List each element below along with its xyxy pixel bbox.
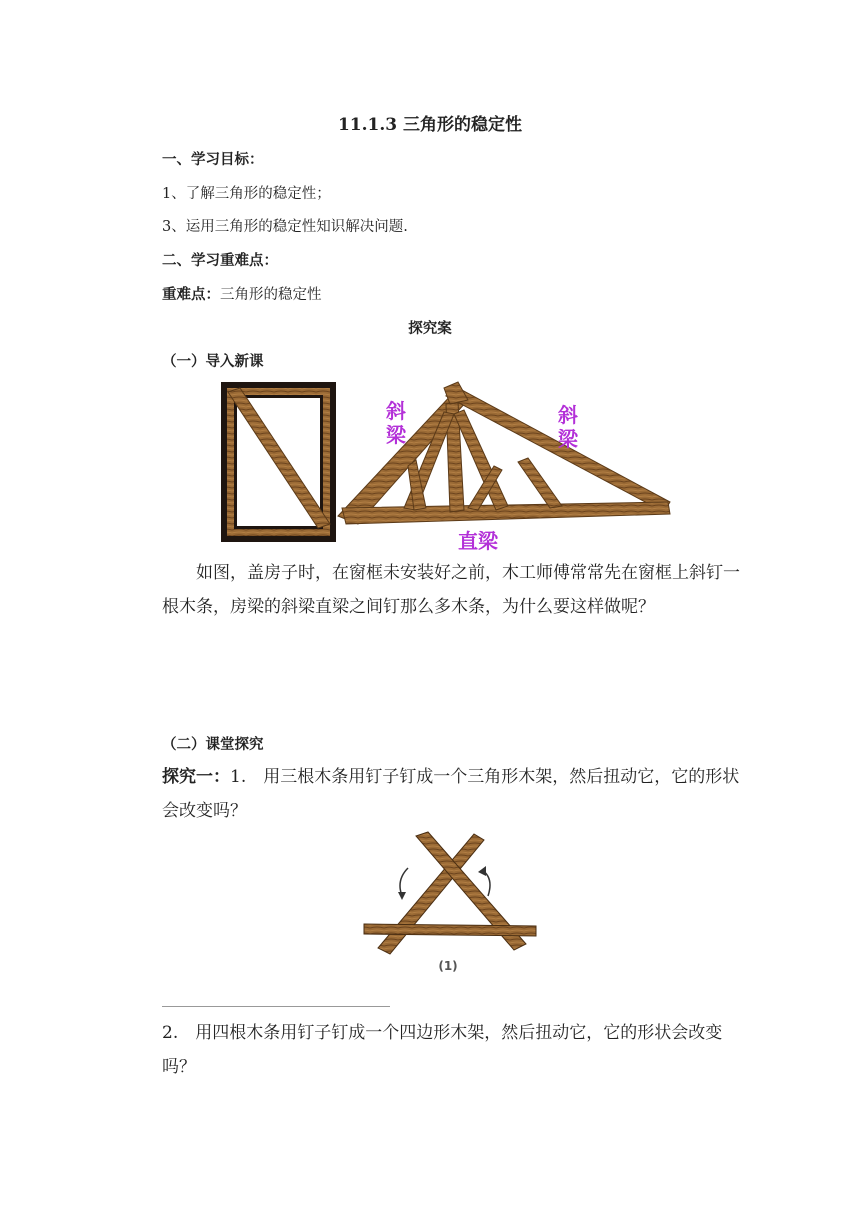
section1-heading: （一）导入新课 (162, 353, 264, 370)
goal-item-2: 3、运用三角形的稳定性知识解决问题. (162, 219, 408, 235)
explore1-label: 探究一： (162, 767, 230, 787)
keypoints-line (162, 283, 322, 304)
keypoints-heading: 二、学习重难点： (162, 252, 278, 269)
explore1-paragraph (162, 760, 742, 828)
window-frame (221, 382, 336, 542)
section2-heading: （二）课堂探究 (162, 736, 264, 753)
triangle-sticks-figure (356, 830, 542, 974)
window-truss-figure (218, 378, 680, 554)
explore-title: 探究案 (408, 320, 452, 337)
label-slant-right-1: 斜 (558, 403, 578, 427)
label-slant-right-2: 梁 (558, 427, 578, 451)
label-straight-beam: 直梁 (458, 529, 498, 553)
question-2: 2. 用四根木条用钉子钉成一个四边形木架，然后扭动它，它的形状会改变吗？ (162, 1023, 723, 1077)
keypoints-label: 重难点： (162, 286, 220, 303)
keypoints-text: 三角形的稳定性 (220, 287, 322, 303)
intro-paragraph: 如图，盖房子时，在窗框未安装好之前，木工师傅常常先在窗框上斜钉一根木条，房梁的斜梁直梁之间钉那么多木条，为什么要这样做呢？ (162, 563, 740, 617)
separator-line (162, 1006, 390, 1007)
explore1-text: 1. 用三根木条用钉子钉成一个三角形木架，然后扭动它，它的形状会改变吗？ (162, 767, 740, 821)
label-slant-left-1: 斜 (386, 399, 406, 423)
figure-caption: (1) (438, 959, 458, 973)
label-slant-left-2: 梁 (386, 423, 406, 447)
goals-heading: 一、学习目标： (162, 151, 264, 168)
goal-item-1: 1、了解三角形的稳定性； (162, 186, 331, 202)
stick-bottom (364, 924, 536, 936)
page-title: 11.1.3 三角形的稳定性 (337, 115, 523, 135)
